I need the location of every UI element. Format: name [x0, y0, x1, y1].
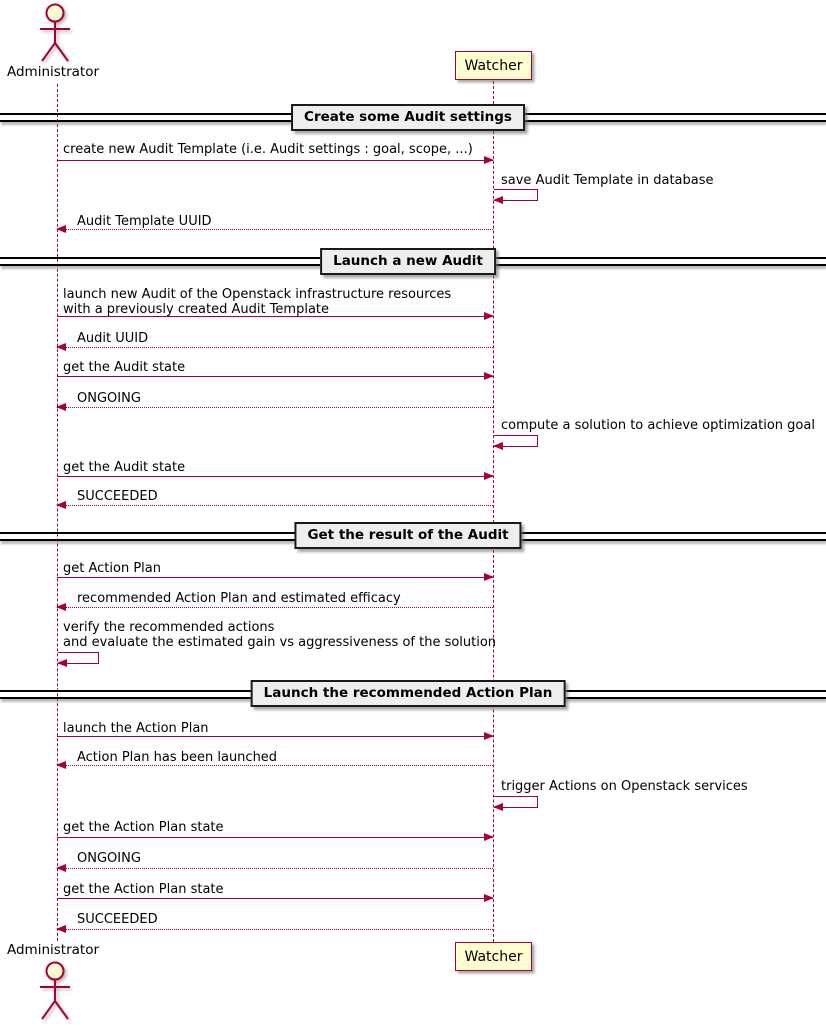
arrow-get-action-plan-state-2 — [57, 898, 493, 899]
self-arrow-verify-actions — [58, 652, 99, 664]
arrow-audit-uuid — [57, 347, 493, 348]
arrow-get-action-plan-state-1 — [57, 837, 493, 838]
section-label-get-audit-result: Get the result of the Audit — [294, 522, 521, 549]
section-label-launch-action-plan: Launch the recommended Action Plan — [251, 680, 566, 707]
arrow-succeeded-2 — [57, 929, 493, 930]
message-succeeded-2: SUCCEEDED — [77, 912, 158, 927]
arrowhead-icon — [56, 501, 66, 509]
watcher-participant-top: Watcher — [455, 51, 532, 80]
arrowhead-icon — [56, 761, 66, 769]
arrowhead-icon — [56, 603, 66, 611]
arrow-create-audit-template — [57, 160, 493, 161]
arrow-launch-action-plan — [57, 736, 493, 737]
message-get-audit-state-1: get the Audit state — [63, 360, 186, 375]
watcher-participant-bottom: Watcher — [455, 942, 532, 971]
arrowhead-icon — [56, 403, 66, 411]
arrowhead-icon — [493, 196, 503, 204]
message-save-audit-template: save Audit Template in database — [501, 173, 714, 188]
administrator-label-top: Administrator — [6, 64, 100, 80]
section-label-create-audit-settings: Create some Audit settings — [291, 104, 525, 131]
message-get-action-plan-state-1: get the Action Plan state — [63, 820, 224, 835]
arrowhead-icon — [56, 225, 66, 233]
arrowhead-icon — [484, 573, 494, 581]
message-compute-solution: compute a solution to achieve optimization goal — [501, 418, 815, 433]
message-action-plan-launched: Action Plan has been launched — [77, 750, 278, 765]
arrowhead-icon — [484, 894, 494, 902]
arrow-succeeded-1 — [57, 505, 493, 506]
arrowhead-icon — [484, 833, 494, 841]
message-get-action-plan-state-2: get the Action Plan state — [63, 882, 224, 897]
message-trigger-actions: trigger Actions on Openstack services — [501, 779, 748, 794]
arrow-action-plan-launched — [57, 765, 493, 766]
message-audit-template-uuid: Audit Template UUID — [77, 214, 212, 229]
administrator-label-bottom: Administrator — [6, 942, 100, 958]
arrow-recommended-plan — [57, 607, 493, 608]
arrowhead-icon — [484, 372, 494, 380]
arrowhead-icon — [57, 659, 67, 667]
message-ongoing-1: ONGOING — [77, 391, 141, 406]
administrator-actor-icon — [35, 960, 75, 1022]
arrow-get-audit-state-2 — [57, 476, 493, 477]
message-ongoing-2: ONGOING — [77, 851, 141, 866]
arrowhead-icon — [493, 442, 503, 450]
message-succeeded-1: SUCCEEDED — [77, 489, 158, 504]
message-get-audit-state-2: get the Audit state — [63, 460, 186, 475]
lifeline-administrator — [57, 84, 58, 941]
message-recommended-plan: recommended Action Plan and estimated efficacy — [77, 591, 401, 606]
message-launch-new-audit-line1: launch new Audit of the Openstack infrastructure resources — [63, 287, 452, 302]
arrowhead-icon — [484, 732, 494, 740]
self-arrow-save-audit-template — [494, 189, 538, 201]
arrow-launch-new-audit — [57, 316, 493, 317]
arrowhead-icon — [56, 864, 66, 872]
arrowhead-icon — [56, 343, 66, 351]
message-get-action-plan: get Action Plan — [63, 561, 161, 576]
arrow-ongoing-1 — [57, 407, 493, 408]
arrowhead-icon — [484, 312, 494, 320]
message-launch-new-audit-line2: with a previously created Audit Template — [63, 302, 330, 317]
arrow-get-audit-state-1 — [57, 376, 493, 377]
message-create-audit-template: create new Audit Template (i.e. Audit settings : goal, scope, ...) — [63, 142, 473, 157]
message-verify-actions-line1: verify the recommended actions — [63, 620, 275, 635]
administrator-actor-icon — [35, 2, 75, 64]
arrowhead-icon — [56, 925, 66, 933]
message-launch-action-plan: launch the Action Plan — [63, 721, 209, 736]
arrow-ongoing-2 — [57, 868, 493, 869]
self-arrow-trigger-actions — [494, 796, 538, 808]
message-audit-uuid: Audit UUID — [77, 331, 149, 346]
message-verify-actions-line2: and evaluate the estimated gain vs aggressiveness of the solution — [63, 635, 497, 650]
lifeline-watcher — [493, 81, 494, 942]
self-arrow-compute-solution — [494, 435, 538, 447]
arrow-audit-template-uuid — [57, 229, 493, 230]
arrowhead-icon — [484, 472, 494, 480]
arrowhead-icon — [484, 156, 494, 164]
arrowhead-icon — [493, 803, 503, 811]
section-label-launch-new-audit: Launch a new Audit — [320, 248, 496, 275]
arrow-get-action-plan — [57, 577, 493, 578]
